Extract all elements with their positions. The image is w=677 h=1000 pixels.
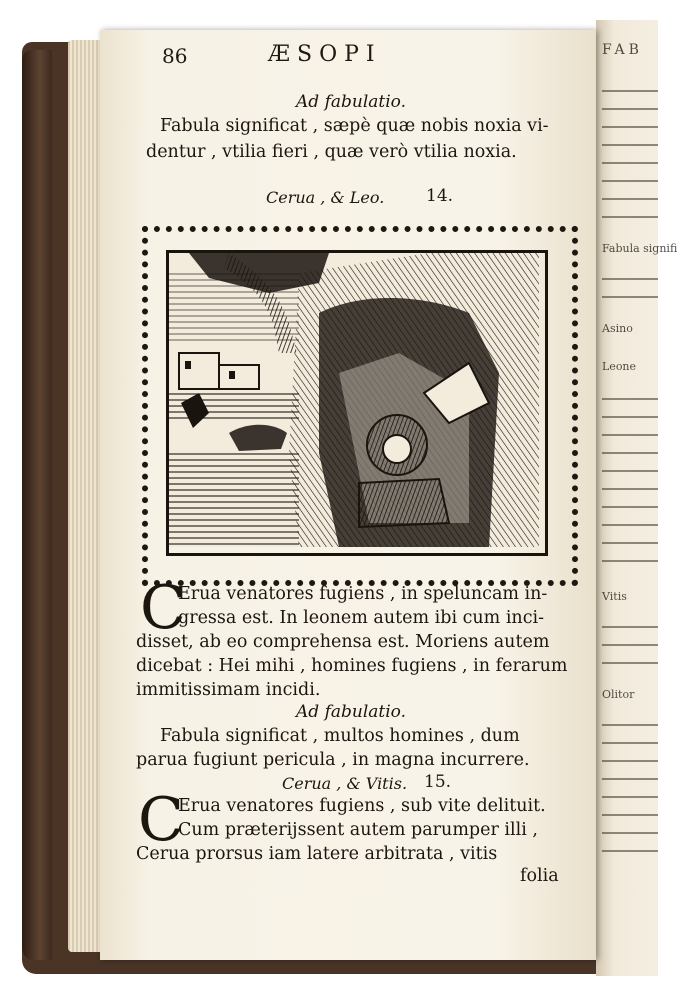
facing-page <box>596 20 677 976</box>
moral-line: dentur , vtilia fieri , quæ verò vtilia noxia. <box>146 142 517 162</box>
fable-title: Cerua , & Vitis. <box>282 774 408 793</box>
running-head: ÆSOPI <box>268 42 382 67</box>
book-spine <box>22 50 52 960</box>
facing-fragment: Olitor <box>602 688 635 701</box>
body-line: dicebat : Hei mihi , homines fugiens , in ferarum <box>136 656 568 676</box>
fable-number: 15. <box>424 772 452 792</box>
body-line: Erua venatores fugiens , sub vite delituit. <box>178 796 546 816</box>
drop-cap: C <box>138 785 184 855</box>
moral-heading: Ad fabulatio. <box>296 92 407 112</box>
facing-fragment: Vitis <box>602 590 627 603</box>
body-line: disset, ab eo comprehensa est. Moriens autem <box>136 632 550 652</box>
moral-line: parua fugiunt pericula , in magna incurrere. <box>136 750 530 770</box>
body-line: Erua venatores fugiens , in speluncam in- <box>178 584 548 604</box>
woodcut-illustration <box>166 250 548 556</box>
catchword: folia <box>520 866 559 886</box>
stag-and-lion-woodcut <box>169 253 539 547</box>
facing-running-head: FAB <box>602 42 643 58</box>
facing-fragment: Leone <box>602 360 637 373</box>
moral-line: Fabula significat , multos homines , dum <box>160 726 520 746</box>
page-number: 86 <box>162 44 188 68</box>
facing-fragment: Asino <box>602 322 633 335</box>
drop-cap: C <box>140 573 186 643</box>
fable-number: 14. <box>426 186 454 206</box>
moral-line: Fabula significat , sæpè quæ nobis noxia vi- <box>160 116 549 136</box>
body-line: Cerua prorsus iam latere arbitrata , vitis <box>136 844 498 864</box>
moral-heading: Ad fabulatio. <box>296 702 407 722</box>
body-line: immitissimam incidi. <box>136 680 321 700</box>
body-line: gressa est. In leonem autem ibi cum inci- <box>178 608 545 628</box>
facing-fragment: Fabula signifi <box>602 242 677 255</box>
body-line: Cum prætеrijssent autem parumper illi , <box>178 820 538 840</box>
fable-title: Cerua , & Leo. <box>266 188 385 207</box>
